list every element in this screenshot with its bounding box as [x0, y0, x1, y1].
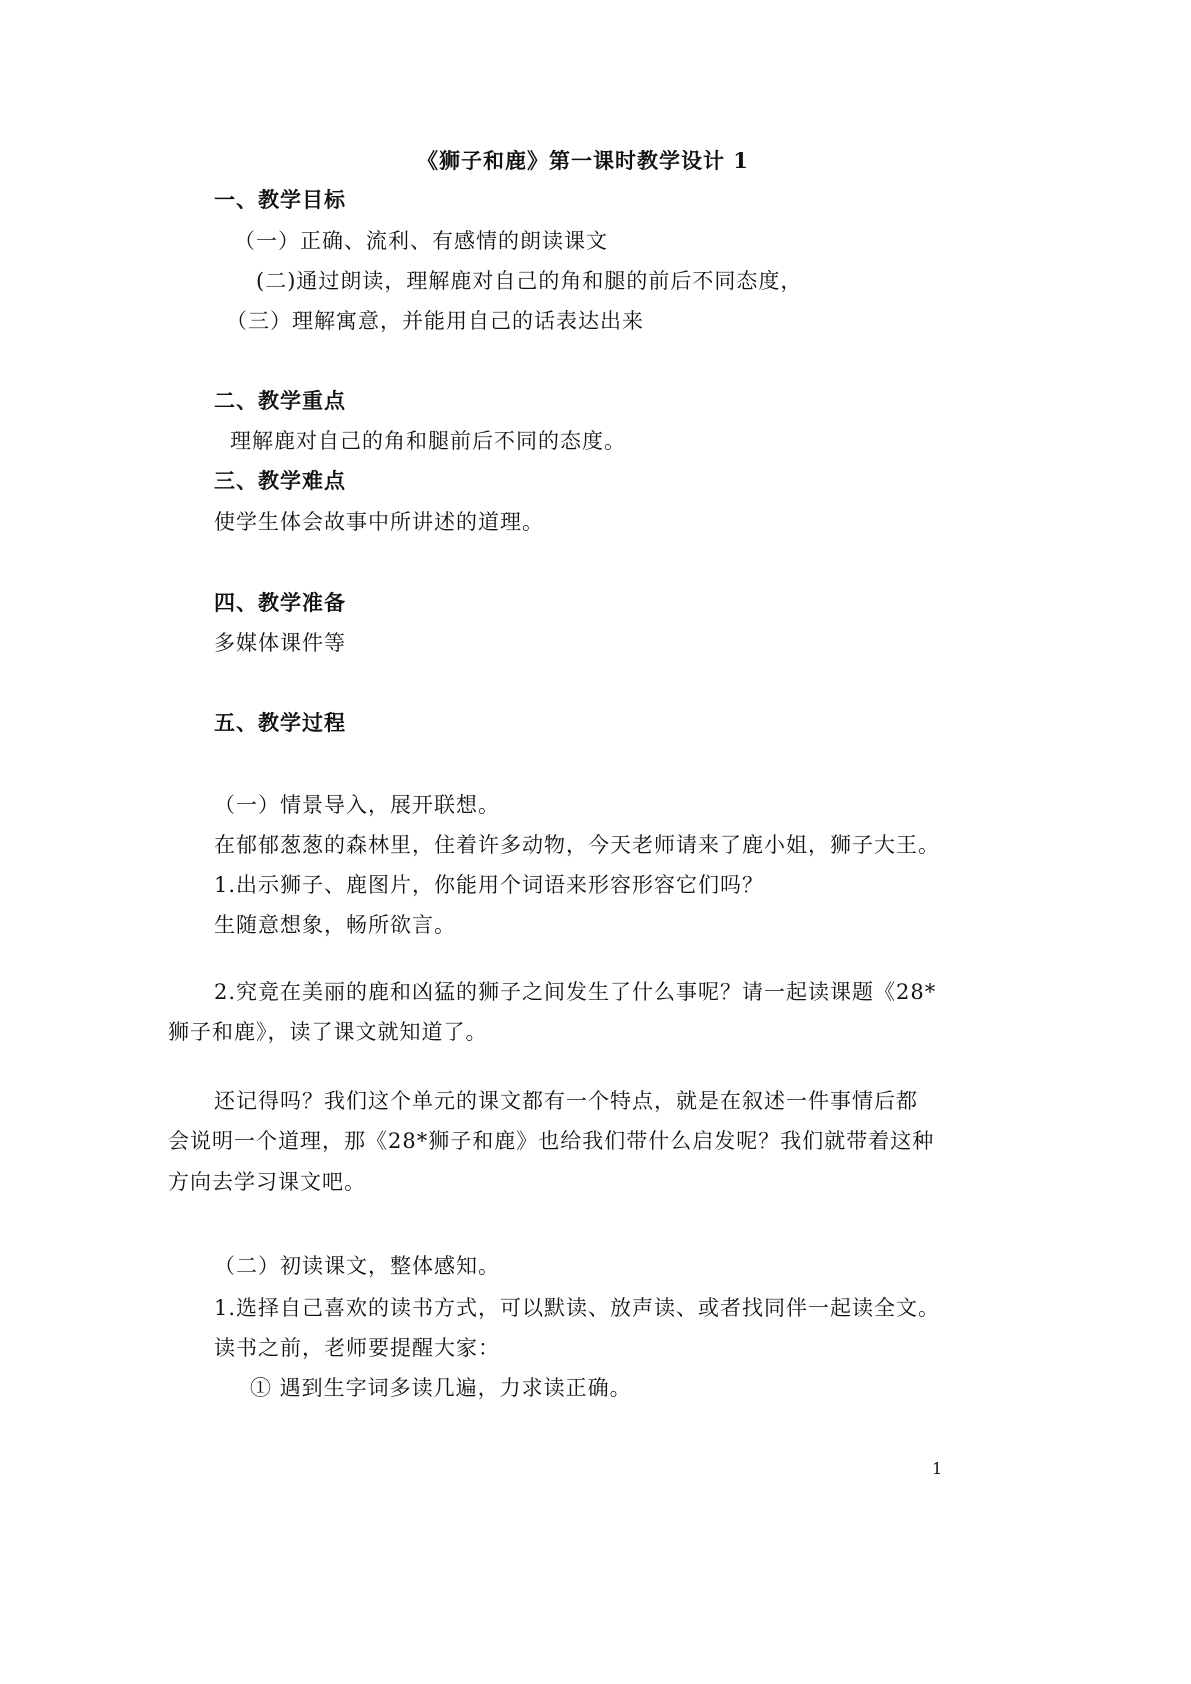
goal-item-2: (二)通过朗读，理解鹿对自己的角和腿的前后不同态度，	[256, 269, 803, 293]
key-point-text: 理解鹿对自己的角和腿前后不同的态度。	[230, 429, 626, 453]
page-number: 1	[932, 1459, 943, 1478]
process-part1-response: 生随意想象，畅所欲言。	[214, 913, 456, 937]
section-heading-difficulty: 三、教学难点	[214, 468, 346, 493]
goal-item-1: （一）正确、流利、有感情的朗读课文	[234, 229, 608, 253]
process-part1-para-line3: 方向去学习课文吧。	[168, 1170, 366, 1194]
process-part2-step1: 1.选择自己喜欢的读书方式，可以默读、放声读、或者找同伴一起读全文。	[214, 1296, 941, 1320]
document-title: 《狮子和鹿》第一课时教学设计 1	[417, 148, 749, 173]
goal-item-3: （三）理解寓意，并能用自己的话表达出来	[226, 309, 644, 333]
section-heading-goals: 一、教学目标	[214, 187, 346, 212]
process-part1-title: （一）情景导入，展开联想。	[214, 793, 500, 817]
process-part1-para-line1: 还记得吗？我们这个单元的课文都有一个特点，就是在叙述一件事情后都	[214, 1089, 918, 1113]
process-part1-intro: 在郁郁葱葱的森林里，住着许多动物，今天老师请来了鹿小姐，狮子大王。	[214, 833, 940, 857]
process-part1-step1: 1.出示狮子、鹿图片，你能用个词语来形容形容它们吗？	[214, 873, 765, 897]
preparation-text: 多媒体课件等	[214, 631, 346, 655]
difficulty-text: 使学生体会故事中所讲述的道理。	[214, 510, 544, 534]
process-part1-step2-line1: 2.究竟在美丽的鹿和凶猛的狮子之间发生了什么事呢？请一起读课题《28*	[214, 980, 937, 1004]
section-heading-key-point: 二、教学重点	[214, 388, 346, 413]
process-part2-title: （二）初读课文，整体感知。	[214, 1254, 500, 1278]
section-heading-process: 五、教学过程	[214, 710, 346, 735]
process-part1-para-line2: 会说明一个道理，那《28*狮子和鹿》也给我们带什么启发呢？我们就带着这种	[168, 1129, 935, 1153]
process-part2-reminder: 读书之前，老师要提醒大家：	[214, 1336, 500, 1360]
process-part1-step2-line2: 狮子和鹿》，读了课文就知道了。	[168, 1020, 488, 1044]
section-heading-preparation: 四、教学准备	[214, 590, 346, 615]
process-part2-tip1: ① 遇到生字词多读几遍，力求读正确。	[250, 1376, 632, 1400]
